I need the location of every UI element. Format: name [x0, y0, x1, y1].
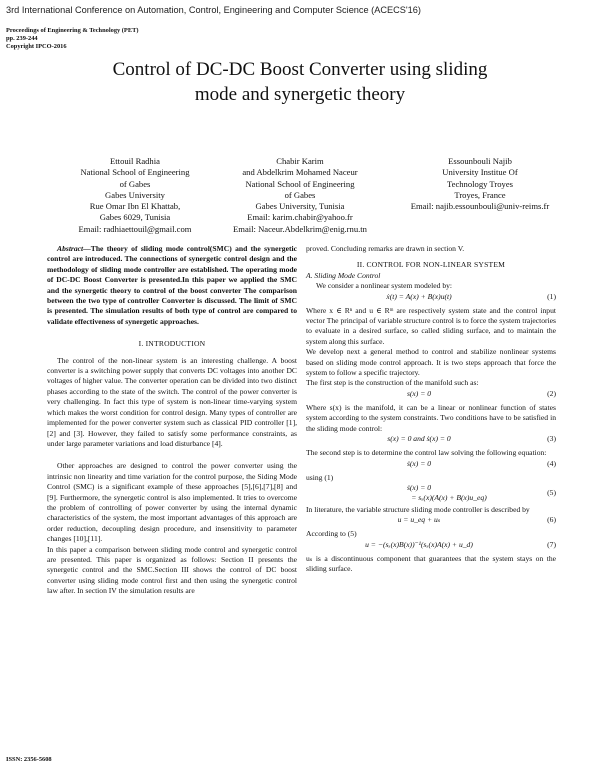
section-heading-introduction: I. INTRODUCTION [138, 339, 206, 349]
intro-paragraph-3: In this paper a comparison between sliding mode control and synergetic control are presented. This paper is organized as follows: Section II presents the synergetic control and the SMC.Section III shows the control of DC boost converter using sliding mode control first and then using the synergetic control law after. In section IV the simulation results are [47, 544, 297, 596]
author-2-line: of Gabes [284, 189, 316, 200]
issn-footer: ISSN: 2356-5608 [6, 756, 52, 763]
equation-5-line-1: ṡ(x) = 0 [406, 482, 432, 492]
text-where-state: Where x ∈ Rⁿ and u ∈ Rᵐ are respectively system state and the control input vector The principal of variable structure control is to force the system trajectories to evaluate in a desired surface, so called sliding surface, and to maintain the system along this surface. [306, 305, 556, 346]
equation-3 [306, 434, 556, 448]
author-1-line: Gabes University [105, 189, 165, 200]
text-system-model: We consider a nonlinear system modeled by: [316, 281, 453, 291]
equation-6-body: u = u_eq + uₛ [397, 515, 441, 525]
equation-3-number: (3) [547, 434, 556, 444]
title-line-1: Control of DC-DC Boost Converter using sliding [112, 59, 488, 80]
left-column [47, 244, 297, 597]
abstract [47, 244, 297, 327]
equation-2-number: (2) [547, 388, 556, 398]
equation-1-body: ẋ(t) = A(x) + B(x)u(t) [386, 291, 452, 301]
abstract-text: —The theory of sliding mode control(SMC) and the synergetic control are introduced. The connections of synergetic control design and the methodology of sliding mode controller are established. The operating mode of DC-DC Boost Converter is presented.In this paper we applied the SMC and the synergetic theory to control of the boost converter The comparison between the two type of controller Converter is discussed. The limit of SMC is presented. The simulation results of both type of control are compared to validate effectiveness of synergetic approaches. [47, 244, 297, 326]
page-range: pp. 239-244 [6, 35, 38, 42]
intro-continuation: proved. Concluding remarks are drawn in section V. [306, 244, 465, 253]
author-3-email: Email: najib.essounbouli@univ-reims.fr [410, 201, 550, 212]
intro-paragraph-1: The control of the non-linear system is an interesting challenge. A boost converter is a switching power supply that converts DC voltages into another DC voltages of higher value. The converter operation can be divided into two distinct phases according to the state of the switch. The control of the power converter is very challenging. In fact this type of system is non-linear time-varying system which makes the worst condition for control design. Many types of controller are implemented for the power converter system such as classical PID controller [1],[2] and [3]. However, they failed to satisfy some performance constraints, as under large parameter variations and load disturbance [4]. [47, 355, 297, 448]
author-3-line: Troyes, France [454, 189, 506, 200]
equation-5-number: (5) [547, 487, 556, 497]
equation-2-body: s(x) = 0 [406, 388, 432, 398]
title-line-2: mode and synergetic theory [194, 84, 406, 105]
proceedings-block [6, 27, 139, 51]
author-3-line: Technology Troyes [446, 178, 513, 189]
author-1-line: National School of Engineering [80, 167, 190, 178]
author-3-line: University Institue Of [442, 167, 518, 178]
equation-5 [306, 483, 556, 505]
right-column [306, 244, 556, 575]
intro-paragraph-2: Other approaches are designed to control the power converter using the intrinsic non linearity and time variation for the control purpose, the Siding Mode Control (SMC) is a significant example of these approaches [5],[6],[7],[8] and [9]. Furthermore, the synergetic control is also implemented. It tries to overcome the problem of controlling of power converter by using the internal dynamic characteristics of the system, the most important advantages of this approach are order reduction, decoupling design procedure, and insensitivity to parameter changes [10],[11]. [47, 461, 297, 544]
equation-1 [306, 292, 556, 306]
author-2-email: Email: Naceur.Abdelkrim@enig.rnu.tn [233, 223, 367, 234]
author-1-line: Gabes 6029, Tunisia [99, 212, 171, 223]
author-1 [50, 156, 220, 235]
author-1-line: of Gabes [119, 178, 151, 189]
author-2-email: Email: karim.chabir@yahoo.fr [247, 212, 353, 223]
text-literature: In literature, the variable structure sliding mode controller is described by [306, 504, 530, 514]
text-manifold: Where s(x) is the manifold, it can be a linear or nonlinear function of states system according to the system constraints. Two conditions have to be satisfied in the sliding mode control: [306, 402, 556, 433]
equation-5-line-2: = sₓ(x)(A(x) + B(x)u_eq) [411, 492, 487, 502]
author-2-line: Chabir Karim [276, 156, 324, 166]
equation-7-body: u = −(sₓ(x)B(x))⁻¹(sₓ(x)A(x) + u_d) [365, 539, 473, 549]
author-3 [380, 156, 580, 212]
equation-3-body: s(x) = 0 and ṡ(x) = 0 [387, 434, 451, 444]
equation-4 [306, 459, 556, 473]
paper-title [30, 57, 570, 107]
author-3-line: Essounbouli Najib [448, 156, 512, 166]
equation-6-number: (6) [547, 515, 556, 525]
author-1-line: Rue Omar Ibn El Khattab, [89, 201, 181, 212]
text-first-step: The first step is the construction of the manifold such as: [306, 378, 479, 388]
author-1-email: Email: radhiaettouil@gmail.com [78, 223, 192, 234]
equation-4-number: (4) [547, 458, 556, 468]
equation-6 [306, 515, 556, 529]
author-2-line: National School of Engineering [245, 178, 355, 189]
section-heading-control: II. CONTROL FOR NON-LINEAR SYSTEM [356, 260, 506, 270]
equation-2 [306, 389, 556, 403]
equation-1-number: (1) [547, 291, 556, 301]
text-using-1: using (1) [306, 472, 334, 482]
author-2-line: Gabes University, Tunisia [255, 201, 345, 212]
copyright: Copyright IPCO-2016 [6, 43, 67, 50]
proceedings-name: Proceedings of Engineering & Technology (PET) [6, 27, 139, 34]
text-second-step: The second step is to determine the control law solving the following equation: [306, 448, 547, 458]
equation-4-body: ṡ(x) = 0 [406, 458, 432, 468]
equation-7 [306, 540, 556, 554]
abstract-label: Abstract [57, 244, 84, 253]
author-2-line: and Abdelkrim Mohamed Naceur [242, 167, 358, 178]
subsection-heading-smc: A. Sliding Mode Control [306, 270, 381, 280]
text-general-method: We develop next a general method to control and stabilize nonlinear systems based on sliding mode control approach. It is two steps approach that force the system to follow a specific trajectory. [306, 347, 556, 378]
text-discontinuous: uₛ is a discontinuous component that guarantees that the system stays on the sliding surface. [306, 553, 556, 574]
text-according-5: According to (5) [306, 529, 357, 539]
equation-7-number: (7) [547, 539, 556, 549]
author-2 [200, 156, 400, 235]
conference-header: 3rd International Conference on Automation, Control, Engineering and Computer Science (ACECS'16) [6, 5, 421, 15]
author-1-line: Ettouil Radhia [110, 156, 160, 166]
